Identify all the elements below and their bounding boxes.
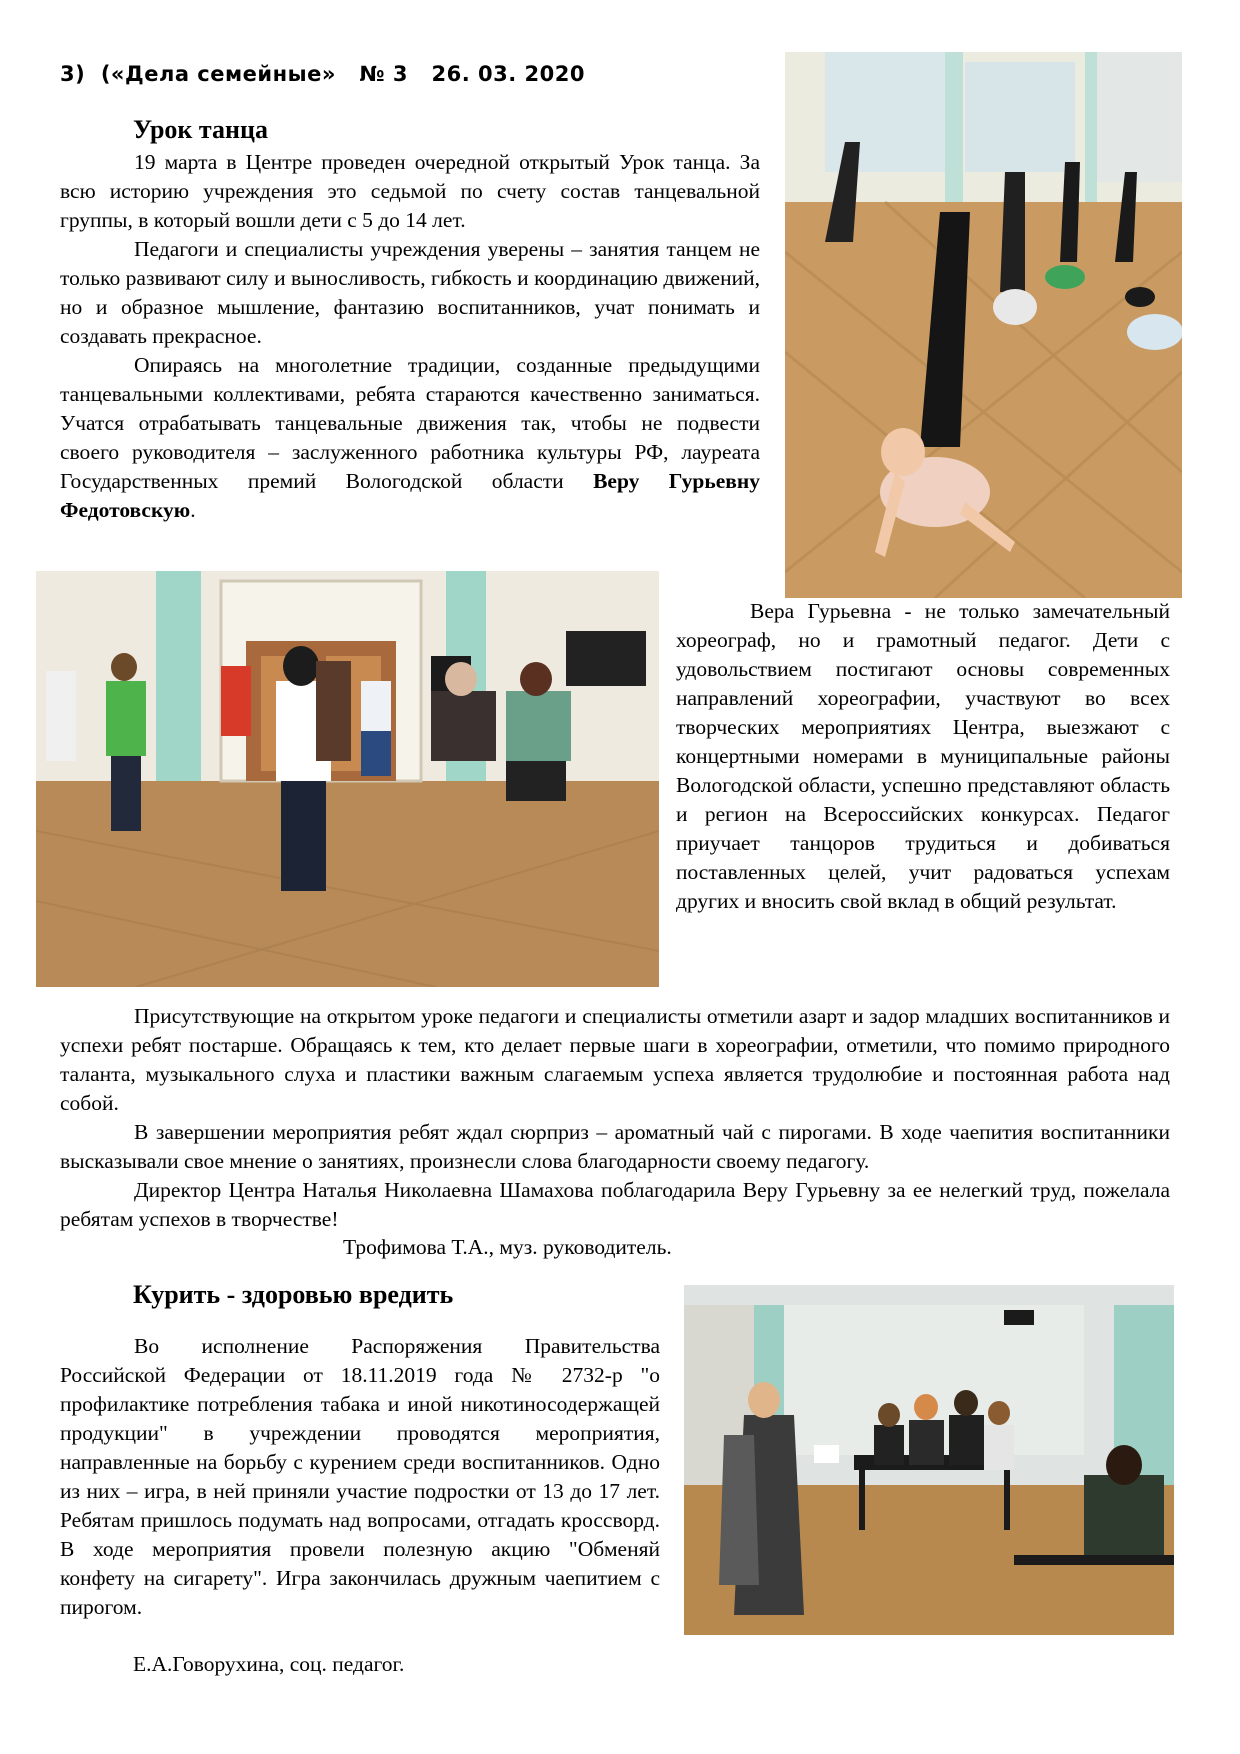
paragraph: Вера Гурьевна - не только замечательный хореограф, но и грамотный педагог. Дети с удовольствием постигают основы современных направлений хореографии, участвуют во всех творческих мероприятиях Центра, выезжают с концертными номерами в муниципальные районы Вологодской области, успешно представляют область и регион на Всероссийских конкурсах. Педагог приучает танцоров трудиться и добиваться поставленных целей, учит радоваться успехам других и вносить свой вклад в общий результат.	[676, 599, 1170, 913]
paragraph: 19 марта в Центре проведен очередной открытый Урок танца. За всю историю учреждения это седьмой по счету состав танцевальной группы, в который вошли дети с 5 до 14 лет.	[60, 150, 760, 232]
paragraph: Директор Центра Наталья Николаевна Шамахова поблагодарила Веру Гурьевну за ее нелегкий труд, пожелала ребятам успехов в творчестве!	[60, 1178, 1170, 1231]
article-smoking-body	[60, 1332, 660, 1622]
article-dance-intro	[60, 148, 760, 525]
photo-dance-lesson-hall	[36, 571, 659, 987]
paragraph: Опираясь на многолетние традиции, созданные предыдущими танцевальными коллективами, ребята стараются качественно заниматься. Учатся отрабатывать танцевальные движения так, чтобы не подвести своего руководителя – заслуженного работника культуры РФ, лауреата Государственных премий Вологодской области Веру Гурьевну Федотовскую.	[60, 353, 760, 522]
paragraph: Присутствующие на открытом уроке педагоги и специалисты отметили азарт и задор младших воспитанников и успехи ребят постарше. Обращаясь к тем, кто делает первые шаги в хореографии, отметили, что помимо природного таланта, музыкального слуха и пластики важным слагаемым успеха является трудолюбие и постоянная работа над собой.	[60, 1004, 1170, 1115]
paragraph: Во исполнение Распоряжения Правительства Российской Федерации от 18.11.2019 года № 2732-р "о профилактике потребления табака и иной никотиносодержащей продукции" в учреждении проводятся мероприятия, направленные на борьбу с курением среди воспитанников. Одно из них – игра, в ней приняли участие подростки от 13 до 17 лет. Ребятам пришлось подумать над вопросами, отгадать кроссворд. В ходе мероприятия провели полезную акцию "Обменяй конфету на сигарету". Игра закончилась дружным чаепитием с пирогом.	[60, 1334, 660, 1619]
signature-dance: Трофимова Т.А., муз. руководитель.	[343, 1235, 672, 1259]
article-title-smoking: Курить - здоровью вредить	[133, 1280, 454, 1309]
photo-anti-smoking-game	[684, 1285, 1174, 1635]
photo-dancers-shoulder-stand	[785, 52, 1182, 598]
article-title-dance: Урок танца	[133, 115, 268, 144]
teacher-name: Веру Гурьевну Федотовскую	[60, 469, 760, 522]
issue-header: 3) («Дела семейные» № 3 26. 03. 2020	[60, 62, 585, 86]
paragraph: Педагоги и специалисты учреждения уверены – занятия танцем не только развивают силу и выносливость, гибкость и координацию движений, но и образное мышление, фантазию воспитанников, учат понимать и создавать прекрасное.	[60, 237, 760, 348]
signature-smoking: Е.А.Говорухина, соц. педагог.	[133, 1652, 405, 1676]
paragraph: В завершении мероприятия ребят ждал сюрприз – ароматный чай с пирогами. В ходе чаепития воспитанники высказывали свое мнение о занятиях, произнесли слова благодарности своему педагогу.	[60, 1120, 1170, 1173]
paragraph-text: Опираясь на многолетние традиции, созданные предыдущими танцевальными коллективами, ребята стараются качественно заниматься. Учатся отрабатывать танцевальные движения так, чтобы не подвести своего руководителя – заслуженного работника культуры РФ, лауреата Государственных премий Вологодской области	[60, 353, 760, 493]
article-dance-continued	[60, 1002, 1170, 1234]
article-dance-side	[676, 597, 1170, 916]
